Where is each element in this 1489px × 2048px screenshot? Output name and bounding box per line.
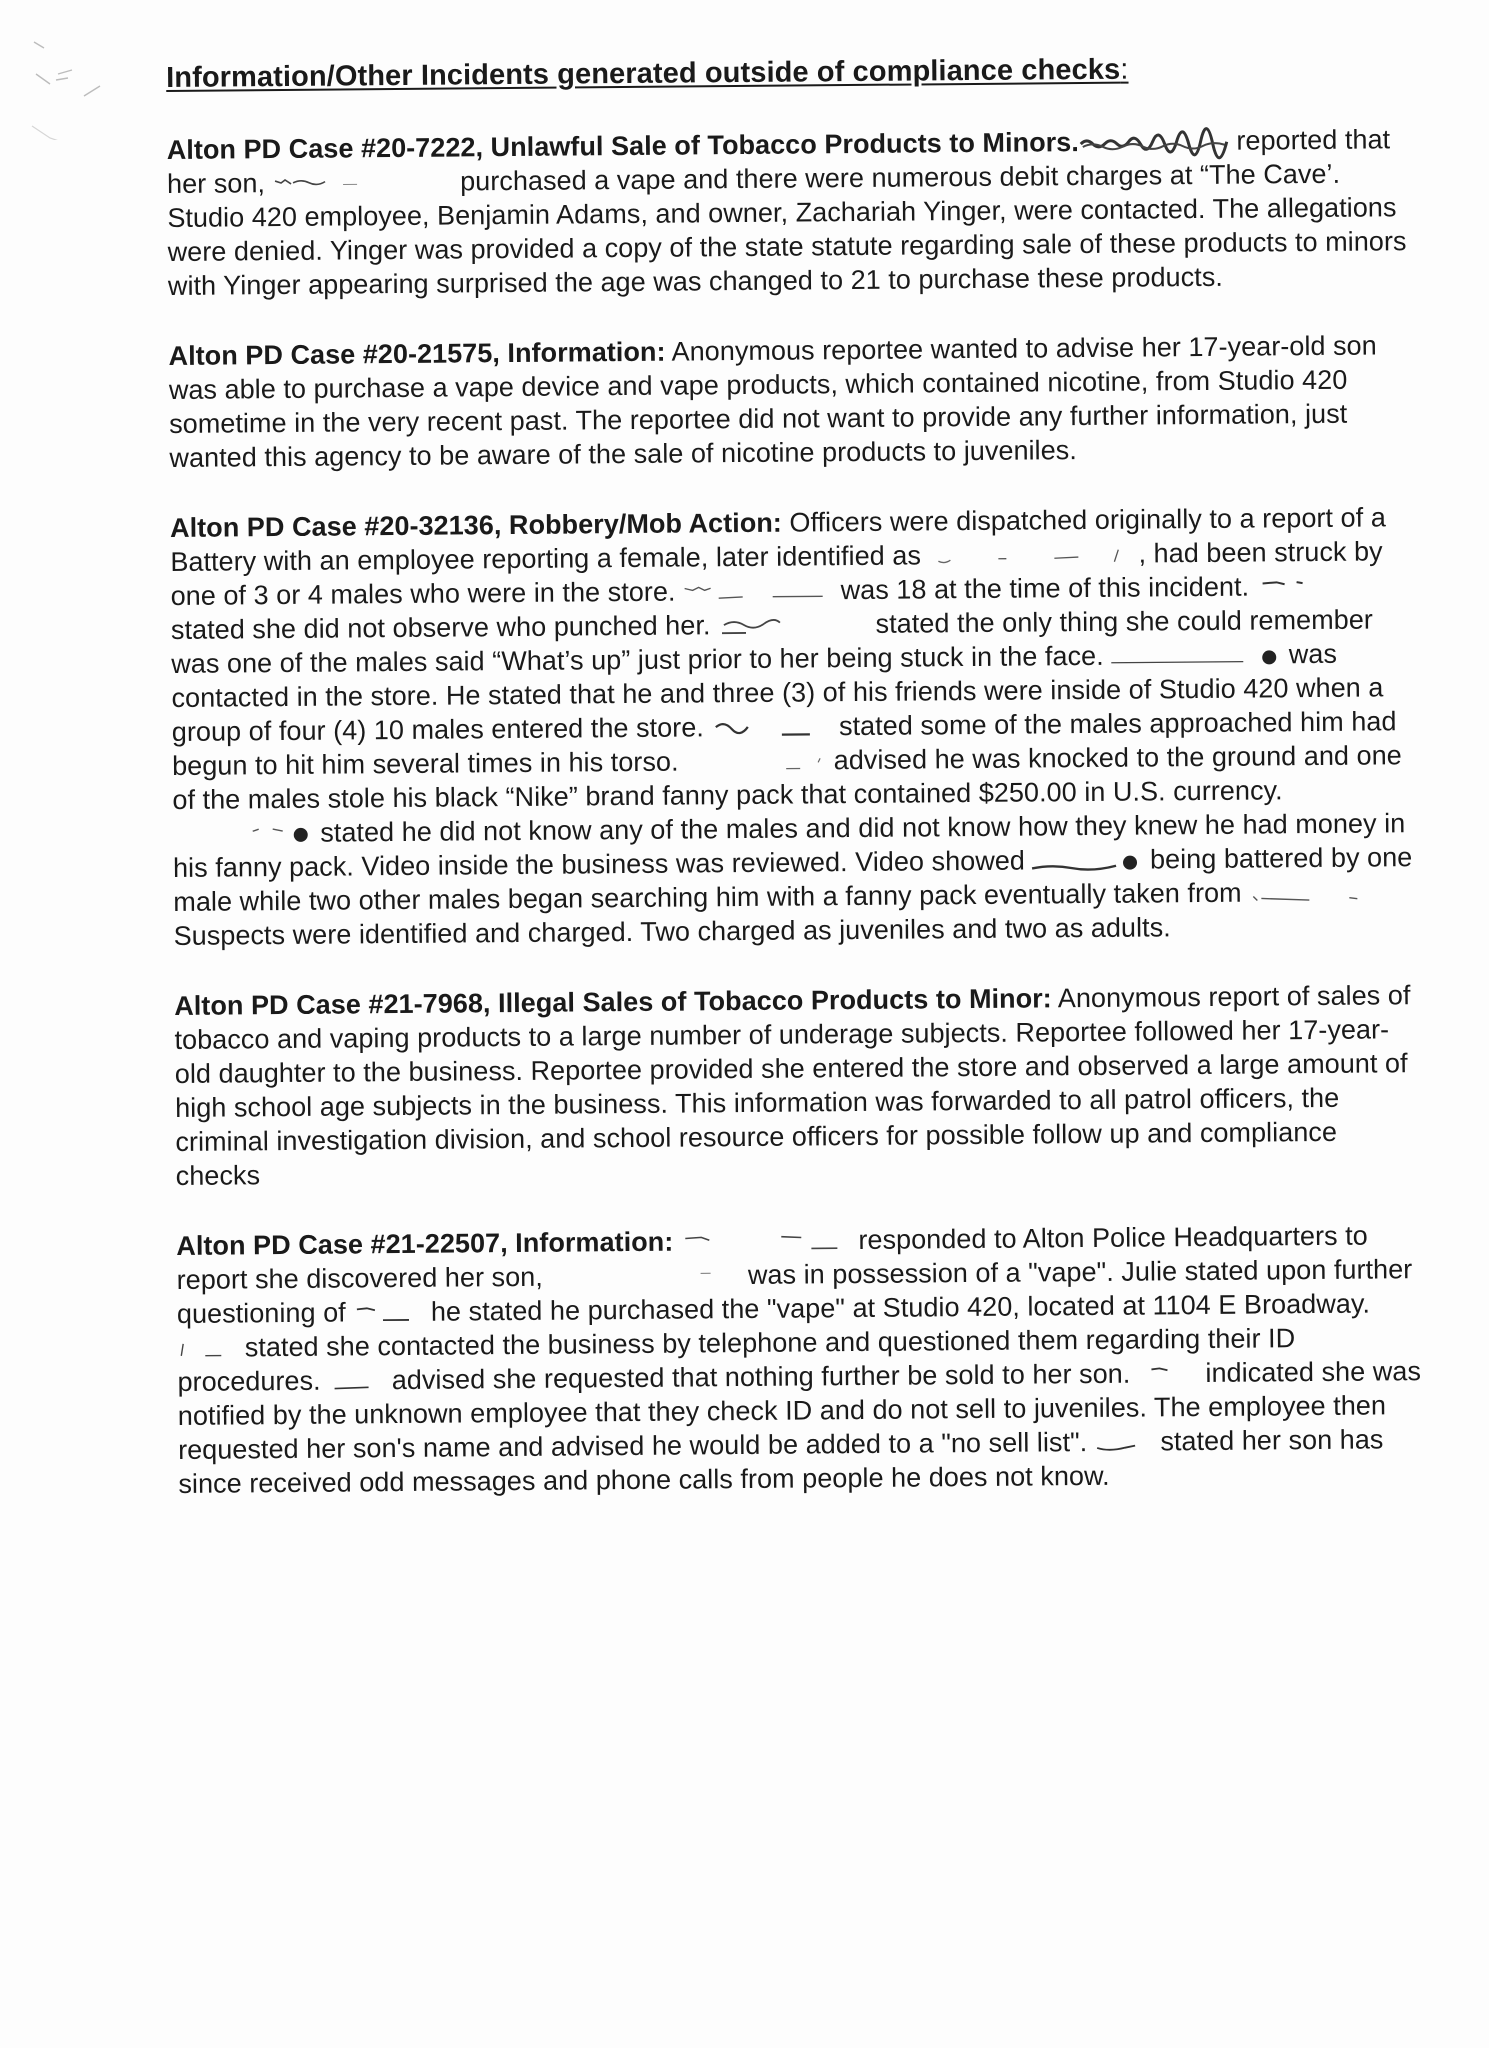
case-paragraph-20-7222: [167, 122, 1418, 303]
case-text: advised he was knocked to the ground and one of the males stole his black “Nike” brand fanny pack that contained $250.00 in U.S. currency.: [172, 740, 1402, 815]
case-text: reported that her son,: [166, 124, 1391, 199]
case-text: had been struck by one of 3 or 4 males who were in the store.: [170, 536, 1383, 611]
redaction-mark: [1095, 1435, 1153, 1452]
redaction-mark: [1138, 1367, 1198, 1384]
case-text: stated her son has since received odd messages and phone calls from people he does not know.: [178, 1424, 1384, 1499]
page-heading-text: Information/Other Incidents generated outside of compliance checks: [166, 53, 1121, 94]
case-text: indicated she was notified by the unknown employee that they check ID and do not sell to juveniles. The employee then requested her son's name and advised he would be added to a "no sell list".: [177, 1356, 1422, 1465]
case-title: Alton PD Case #20-21575, Information:: [168, 336, 666, 371]
case-text: was 18 at the time of this incident.: [840, 571, 1250, 606]
page-heading-colon: :: [1120, 53, 1129, 86]
redaction-mark: [550, 1269, 740, 1287]
redaction-mark: [177, 1341, 237, 1358]
case-text: was in possession of a "vape". Julie stated upon further questioning of: [176, 1254, 1413, 1329]
case-text: Suspects were identified and charged. Two charged as juveniles and two as adults.: [173, 912, 1171, 951]
case-text: was contacted in the store. He stated that he and three (3) of his friends were inside of Studio 420 when a group of four (4) 10 males entered the store.: [171, 638, 1384, 747]
redaction-mark: [328, 1374, 384, 1390]
redaction-mark: [273, 175, 453, 193]
case-text: purchased a vape and there were numerous debit charges at “The Cave’. Studio 420 employee, Benjamin Adams, and owner, Zachariah Yinger, were contacted. The allegations were denied. Yinger was provided a copy of the state statute regarding sale of these products to minors with Yinger appearing surprised the age was changed to 21 to purchase these products.: [167, 158, 1407, 301]
document-body: [166, 51, 1429, 1537]
case-text: stated he did not know any of the males and did not know how they knew he had money in his fanny pack. Video inside the business was reviewed. Video showed: [172, 808, 1406, 883]
redaction-mark: [928, 547, 1138, 565]
page-heading: [166, 51, 1416, 95]
case-title: Alton PD Case #21-22507, Information:: [176, 1226, 674, 1261]
redaction-mark: [1079, 135, 1229, 152]
case-text: stated she contacted the business by telephone and questioned them regarding their ID procedures.: [177, 1323, 1296, 1397]
case-text: advised she requested that nothing further be sold to her son.: [391, 1358, 1131, 1396]
case-text: Anonymous report of sales of tobacco and vaping products to a large number of underage subjects. Reportee followed her 17-year-old daughter to the business. Reportee provided she entered the store and observed a large amount of high school age subjects in the business. This information was forwarded to all patrol officers, the criminal investigation division, and school resource officers for possible follow up and compliance checks: [174, 980, 1411, 1191]
redaction-mark: [683, 584, 833, 601]
redaction-mark: [1032, 853, 1142, 870]
case-paragraph-20-32136: Alton PD Case #20-32136, Robbery/Mob Action: Officers were dispatched originally to a report of a Battery with an employee reporting a female, later identified as , had been struck by one of 3 or 4 males who were in the store. was 18 at the time of this incident. stated she did not observe who punched her. stated the only thing she could remember was one of the males said “What’s up” just prior to her being stuck in the face. was contacted in the store. He stated that he and three (3) of his friends were inside of Studio 420 when a group of four (4) 10 males entered the store. stated some of the males approached him had begun to hit him several times in his torso. advised he was knocked to the ground and one of the males stole his black “Nike” brand fanny pack that contained $250.00 in U.S. currency. stated he did not know any of the males and did not know how they knew he had money in his fanny pack. Video inside the business was reviewed. Video showed being battered by one male while two other males began searching him with a fanny pack eventually taken from Suspects were identified and charged. Two charged as juveniles and two as adults.: [169, 502, 1413, 951]
redaction-mark: [681, 1234, 851, 1251]
case-title: Alton PD Case #20-7222, Unlawful Sale of Tobacco Products to Minors.: [166, 127, 1079, 165]
case-text: Officers were dispatched originally to a report of a Battery with an employee reporting a female, later identified as: [170, 502, 1386, 577]
case-text: he stated he purchased the "vape" at Studio 420, located at 1104 E Broadway.: [430, 1288, 1371, 1327]
redaction-mark: [686, 754, 826, 771]
case-text: stated the only thing she could remember was one of the males said “What’s up” just prior to her being stuck in the face.: [171, 604, 1373, 679]
redaction-mark: [1257, 579, 1407, 596]
case-title: Alton PD Case #20-32136, Robbery/Mob Action:: [169, 507, 783, 543]
case-text: responded to Alton Police Headquarters to report she discovered her son,: [176, 1220, 1368, 1295]
scan-artifact-mark: [28, 30, 148, 140]
case-paragraph-21-7968: [174, 978, 1426, 1193]
redaction-mark: [173, 827, 313, 844]
case-title: Alton PD Case #21-7968, Illegal Sales of Tobacco Products to Minor:: [174, 983, 1052, 1021]
redaction-mark: [1249, 885, 1369, 902]
redaction-mark: [1111, 648, 1281, 665]
case-paragraph-21-22507: [176, 1218, 1428, 1501]
redaction-mark: [353, 1306, 423, 1323]
case-text: Anonymous reportee wanted to advise her 17-year-old son was able to purchase a vape device and vape products, which contained nicotine, from Studio 420 sometime in the very recent past. The reportee did not want to provide any further information, just wanted this agency to be aware of the sale of nicotine products to juveniles.: [168, 330, 1377, 473]
case-text: stated she did not observe who punched her.: [170, 610, 711, 645]
redaction-mark: [718, 618, 868, 635]
case-paragraph-20-21575: [168, 328, 1419, 475]
case-text: being battered by one male while two other males began searching him with a fanny pack eventually taken from: [173, 842, 1413, 917]
redaction-mark: [711, 720, 831, 737]
case-text: stated some of the males approached him had begun to hit him several times in his torso.: [172, 706, 1397, 781]
